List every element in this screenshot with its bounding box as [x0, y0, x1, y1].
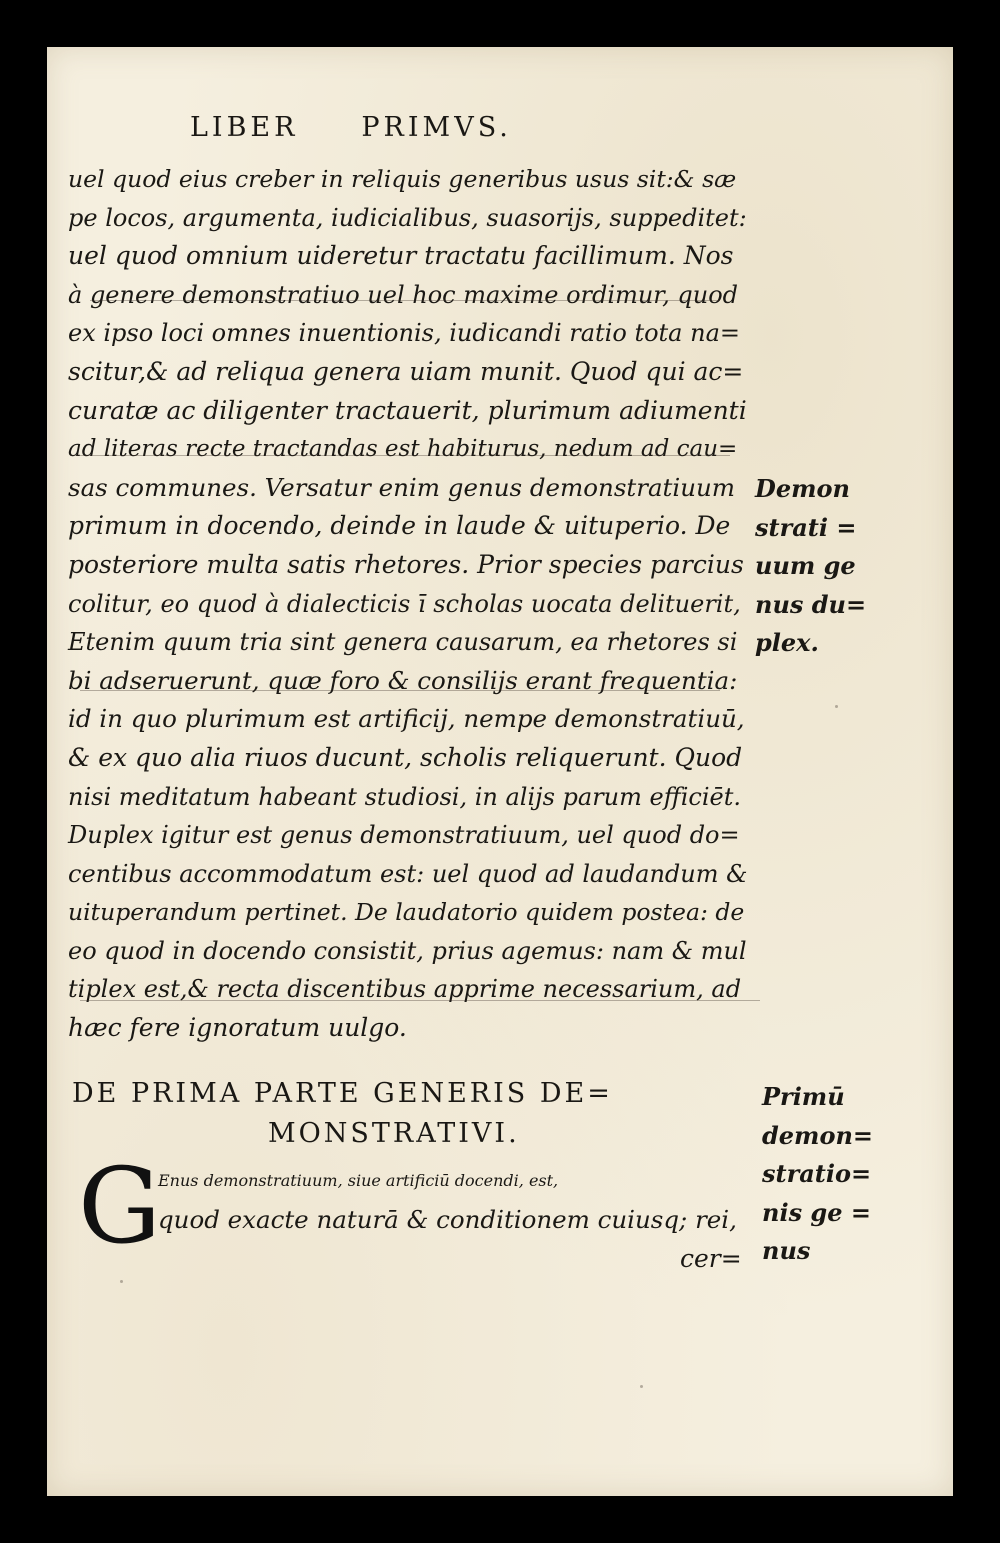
- paper-speck: [835, 705, 838, 708]
- text-line: bi adseruerunt, quæ foro & consilijs erant frequentia:: [68, 665, 738, 695]
- ink-underline: [70, 455, 730, 456]
- text-line: à genere demonstratiuo uel hoc maxime ordimur, quod: [68, 280, 739, 309]
- text-line: colitur, eo quod à dialecticis ī scholas uocata delituerit,: [68, 589, 741, 618]
- margin-note-line: demon=: [762, 1120, 874, 1150]
- text-line: uel quod omnium uideretur tractatu facillimum. Nos: [68, 241, 734, 271]
- margin-note-line: Demon: [755, 474, 850, 503]
- section-heading-line2: MONSTRATIVI.: [268, 1118, 520, 1149]
- margin-note-line: nis ge =: [762, 1197, 871, 1227]
- drop-cap-initial: G: [78, 1145, 162, 1267]
- text-line: hæc fere ignoratum uulgo.: [68, 1013, 407, 1043]
- text-line: uituperandum pertinet. De laudatorio quidem postea: de: [68, 898, 745, 927]
- paper-speck: [120, 1280, 123, 1283]
- main-text-block: [68, 160, 748, 1048]
- margin-note-line: strati =: [755, 512, 857, 542]
- text-line: primum in docendo, deinde in laude & uituperio. De: [68, 511, 731, 541]
- paper-speck: [640, 1385, 643, 1388]
- text-line: centibus accommodatum est: uel quod ad laudandum &: [68, 859, 748, 888]
- text-line: posteriore multa satis rhetores. Prior species parcius: [68, 549, 744, 579]
- catchword: cer=: [680, 1244, 742, 1273]
- margin-note-line: nus: [762, 1236, 811, 1265]
- section-heading-line1: DE PRIMA PARTE GENERIS DE=: [72, 1078, 613, 1109]
- margin-note-line: plex.: [755, 628, 819, 658]
- text-line: eo quod in docendo consistit, prius agemus: nam & mul: [68, 936, 747, 965]
- text-line: id in quo plurimum est artificij, nempe demonstratiuū,: [68, 704, 745, 734]
- text-line: quod exacte naturā & conditionem cuiusq; rei,: [158, 1204, 737, 1234]
- running-header: LIBER PRIMVS.: [190, 112, 512, 143]
- ink-underline: [90, 300, 720, 301]
- text-line: tiplex est,& recta discentibus apprime necessarium, ad: [68, 975, 742, 1004]
- margin-note-primum: [762, 1078, 873, 1271]
- text-line: & ex quo alia riuos ducunt, scholis reliquerunt. Quod: [68, 742, 743, 772]
- text-line: ex ipso loci omnes inuentionis, iudicandi ratio tota na=: [68, 319, 740, 348]
- margin-note-line: Primū: [762, 1082, 845, 1111]
- margin-note-line: nus du=: [755, 589, 867, 619]
- text-line: Enus demonstratiuum, siue artificiū docendi, est,: [158, 1171, 559, 1190]
- text-line: curatæ ac diligenter tractauerit, plurimum adiumenti: [68, 395, 747, 425]
- section-text-block: [158, 1162, 737, 1239]
- margin-note-line: stratio=: [762, 1159, 872, 1188]
- ink-underline: [80, 690, 720, 691]
- text-line: nisi meditatum habeant studiosi, in alijs parum efficiēt.: [68, 782, 741, 811]
- text-line: sas communes. Versatur enim genus demonstratiuum: [68, 472, 736, 502]
- text-line: uel quod eius creber in reliquis generibus usus sit:& sæ: [68, 165, 737, 193]
- text-line: scitur,& ad reliqua genera uiam munit. Quod qui ac=: [68, 356, 744, 386]
- text-line: Etenim quum tria sint genera causarum, ea rhetores si: [68, 628, 738, 657]
- text-line: Duplex igitur est genus demonstratiuum, uel quod do=: [68, 821, 740, 850]
- margin-note-demonstrativum: [755, 470, 866, 663]
- margin-note-line: uum ge: [755, 551, 856, 581]
- ink-underline: [80, 1000, 760, 1001]
- text-line: pe locos, argumenta, iudicialibus, suasorijs, suppeditet:: [68, 203, 747, 232]
- text-line: ad literas recte tractandas est habiturus, nedum ad cau=: [68, 436, 738, 463]
